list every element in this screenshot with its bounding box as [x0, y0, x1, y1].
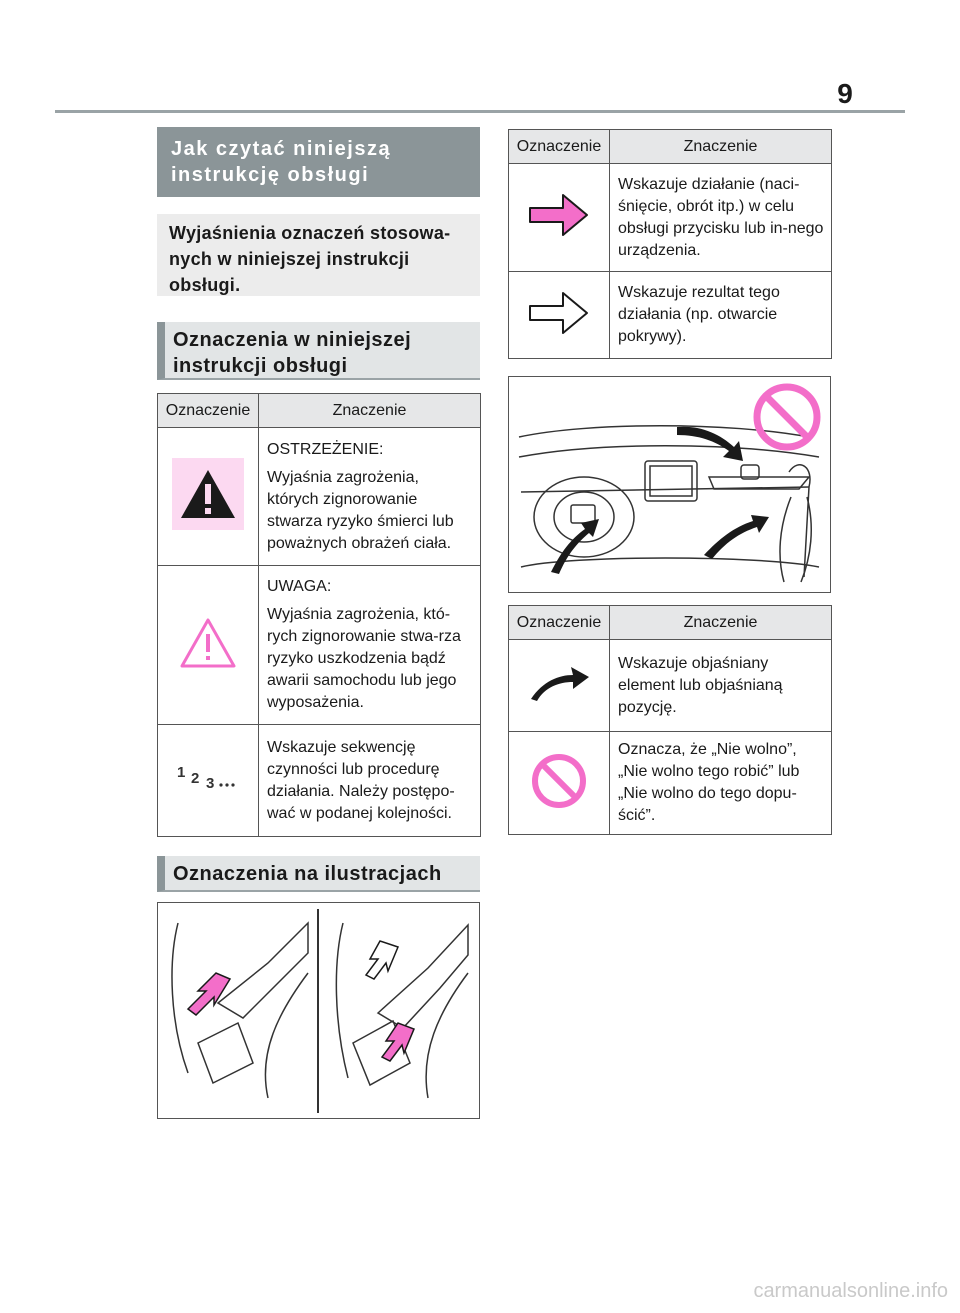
- dashboard-drawing: [509, 377, 830, 592]
- table-row: [158, 428, 481, 566]
- table-header-row: [158, 394, 481, 428]
- header-meaning: Znaczenie: [610, 130, 832, 164]
- illustration-symbols-heading: Oznaczenia na ilustracjach: [157, 856, 480, 892]
- action-arrow-icon: [527, 190, 591, 240]
- section-intro: Wyjaśnienia oznaczeń stosowa-nych w niniejszej instrukcji obsługi.: [157, 214, 480, 296]
- table-header-row: [509, 606, 832, 640]
- table-row: [509, 164, 832, 272]
- symbol-cell: [509, 732, 610, 835]
- svg-text:3: 3: [206, 775, 215, 792]
- action-arrow-text: Wskazuje działanie (naci-śnięcie, obrót itp.) w celu obsługi przycisku lub in-nego urządzenia.: [618, 175, 824, 259]
- table-row: [509, 272, 832, 359]
- warning-label: OSTRZEŻENIE:: [267, 440, 384, 458]
- prohibition-text: Oznacza, że „Nie wolno”, „Nie wolno tego robić” lub „Nie wolno do tego dopu-ścić”.: [618, 741, 800, 824]
- illustration-symbols-table-top: [508, 129, 832, 359]
- symbol-cell: [509, 272, 610, 359]
- warning-text: Wyjaśnia zagrożenia, których zignorowanie stwarza ryzyko śmierci lub poważnych obrażeń ciała.: [267, 468, 454, 552]
- header-symbol: Oznaczenie: [509, 130, 610, 164]
- svg-text:2: 2: [191, 770, 200, 787]
- table-header-row: [509, 130, 832, 164]
- symbol-cell: [509, 164, 610, 272]
- manual-symbols-table: [157, 393, 481, 837]
- sequence-icon: [173, 763, 243, 793]
- seatbelt-illustration: [157, 902, 480, 1119]
- header-symbol: Oznaczenie: [509, 606, 610, 640]
- header-symbol: Oznaczenie: [158, 394, 259, 428]
- symbol-cell: [158, 566, 259, 725]
- top-rule: [55, 110, 905, 113]
- pointer-arrow-icon: [527, 663, 591, 703]
- header-meaning: Znaczenie: [259, 394, 481, 428]
- symbol-cell: [509, 640, 610, 732]
- warning-filled-icon: [172, 458, 244, 530]
- manual-symbols-heading: Oznaczenia w niniejszej instrukcji obsługi: [157, 322, 480, 380]
- warning-outline-icon: [178, 616, 238, 670]
- table-row: [158, 566, 481, 725]
- page-number: 9: [837, 78, 853, 109]
- symbol-cell: [158, 428, 259, 566]
- dashboard-illustration: [508, 376, 831, 593]
- svg-text:1: 1: [177, 764, 186, 781]
- prohibition-icon: [529, 751, 589, 811]
- watermark: carmanualsonline.info: [753, 1280, 948, 1302]
- seatbelt-drawing: [158, 903, 479, 1118]
- caution-label: UWAGA:: [267, 578, 332, 595]
- section-title: Jak czytać niniejszą instrukcję obsługi: [157, 127, 480, 197]
- header-meaning: Znaczenie: [610, 606, 832, 640]
- caution-text: Wyjaśnia zagrożenia, któ-rych zignorowanie stwa-rza ryzyko uszkodzenia bądź awarii samochodu lub jego wyposażenia.: [267, 606, 461, 711]
- table-row: [509, 732, 832, 835]
- result-arrow-icon: [527, 288, 591, 338]
- illustration-symbols-table-bottom: [508, 605, 832, 835]
- table-row: [158, 725, 481, 837]
- pointer-arrow-text: Wskazuje objaśniany element lub objaśnianą pozycję.: [618, 654, 783, 716]
- sequence-text: Wskazuje sekwencję czynności lub procedurę działania. Należy postępo-wać w podanej kolejności.: [267, 738, 455, 822]
- symbol-cell: [158, 725, 259, 837]
- result-arrow-text: Wskazuje rezultat tego działania (np. otwarcie pokrywy).: [618, 284, 780, 345]
- table-row: [509, 640, 832, 732]
